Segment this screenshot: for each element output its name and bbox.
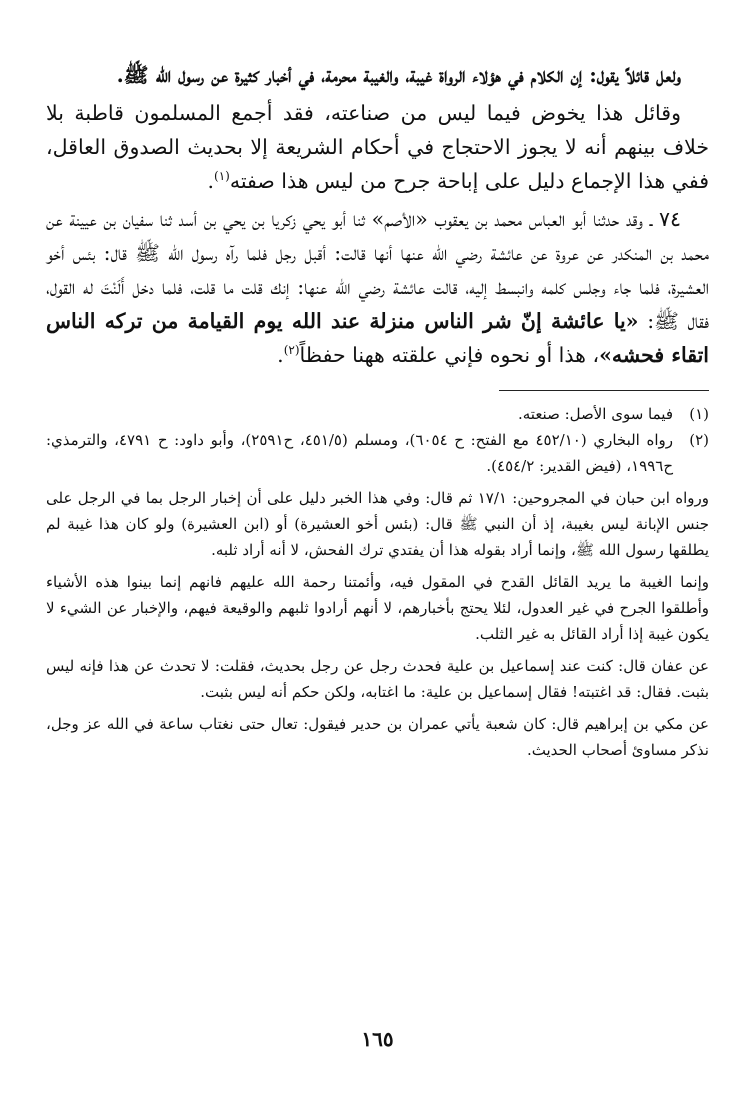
footnote-2: [46, 427, 709, 479]
paragraph-3: [46, 202, 709, 372]
footnote-number: (١): [689, 405, 709, 423]
paragraph-2-text: وقائل هذا يخوض فيما ليس من صناعته، فقد أجمع المسلمون قاطبة بلا خلاف بينهم أنه لا يجوز الاحتجاج في أحكام الشريعة إلا بحديث الصدوق العاقل، ففي هذا الإجماع دليل على إباحة جرح من ليس هذا صفته: [46, 101, 709, 193]
footnote-ref-1: (١): [214, 169, 230, 184]
footnote-paragraph: عن مكي بن إبراهيم قال: كان شعبة يأتي عمران بن حدير فيقول: تعال حتى نغتاب ساعة في الله عز وجل، نذكر مساوئ أصحاب الحديث.: [46, 715, 709, 759]
paragraph-2-end: .: [207, 169, 214, 193]
footnote-text: رواه البخاري (٤٥٢/١٠ مع الفتح: ح ٦٠٥٤)، ومسلم (٤٥١/٥، ح٢٥٩١)، وأبو داود: ح ٤٧٩١، والترمذي: ح١٩٩٦، (فيض القدير: ٤٥٤/٢).: [46, 431, 673, 475]
footnote-ref-2: (٢): [283, 343, 300, 358]
footnote-separator: [499, 390, 709, 391]
footnote-1: [46, 401, 709, 427]
footnote-paragraph: عن عفان قال: كنت عند إسماعيل بن علية فحدث رجل عن رجل بحديث، فقلت: لا تحدث عن هذا فإنه ليس بثبت. فقال: قد اغتبته! فقال إسماعيل بن علية: ما اغتابه، ولكن حكم أنه ليس بثبت.: [46, 657, 709, 701]
paragraph-3-dot: .: [277, 343, 284, 367]
paragraph-2: [46, 96, 709, 198]
paragraph-3-end: ، هذا أو نحوه فإني علقته ههنا حفظاً: [299, 343, 600, 367]
main-text: [46, 58, 709, 372]
footnotes: [46, 401, 709, 763]
footnote-paragraph: وإنما الغيبة ما يريد القائل القدح في المقول فيه، وأئمتنا رحمة الله عليهم فانهم إنما بينوا هذه الأشياء وأطلقوا الجرح في غير العدول، لئلا يحتج بأخبارهم، لا أنهم أرادوا ثلبهم والوقيعة فيهم، والإخبار عن الشيء لا يكون غيبة إذا أراد القائل به غير الثلب.: [46, 573, 709, 643]
footnote-number: (٢): [689, 431, 709, 449]
footnote-paragraph: ورواه ابن حبان في المجروحين: ١٧/١ ثم قال: وفي هذا الخبر دليل على أن إخبار الرجل بما في الرجل على جنس الإبانة ليس بغيبة، إذ أن النبي ﷺ قال: (بئس أخو العشيرة) أو (ابن العشيرة) ولو كان هذا غيبة لم يطلقها رسول الله ﷺ، وإنما أراد بقوله هذا أن يفتدي ترك الفحش، لا أنه أراد ثلبه.: [46, 489, 709, 559]
page-number: ١٦٥: [361, 1027, 394, 1051]
footnote-text: فيما سوى الأصل: صنعته.: [517, 405, 673, 423]
paragraph-1: ولعل قائلاً يقول: إن الكلام في هؤلاء الرواة غيبة، والغيبة محرمة، في أخبار كثيرة عن رسول الله ﷺ.: [116, 63, 681, 87]
paragraph-3-text: ٧٤ ـ وقد حدثنا أبو العباس محمد بن يعقوب «الأصم» ثنا أبو يحي زكريا بن يحي بن أسد ثنا سفيان بن عيينة عن محمد بن المنكدر عن عروة عن عائشة رضي الله عنها أنها قالت: أقبل رجل فلما رآه رسول الله ﷺ قال: بئس أخو العشيرة، فلما جاء وجلس كلمه وانبسط إليه، قالت عائشة رضي الله عنها: إنك قلت ما قلت، فلما دخل أَلَنْتَ له القول، فقال ﷺ:: [46, 207, 709, 333]
hadith-quote: «يا عائشة إنّ شر الناس منزلة عند الله يوم القيامة من تركه الناس اتقاء فحشه»: [46, 309, 709, 367]
